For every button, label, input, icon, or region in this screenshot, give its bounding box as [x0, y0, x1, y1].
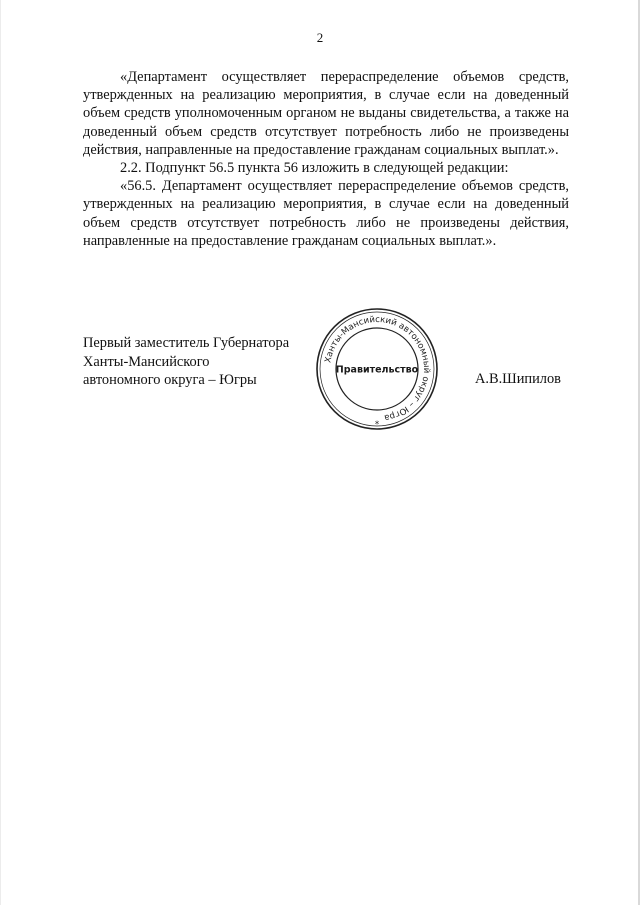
seal-star: *: [374, 420, 380, 430]
official-seal: [315, 307, 439, 431]
signatory-position-line: Ханты-Мансийского: [83, 353, 210, 370]
page-number: 2: [316, 30, 324, 45]
document-body: [83, 68, 569, 250]
signatory-position: [83, 334, 289, 390]
seal-graphic: [315, 307, 439, 431]
signatory-position-line: Первый заместитель Губернатора: [83, 335, 290, 351]
paragraph-2: 2.2. Подпункт 56.5 пункта 56 изложить в следующей редакции:: [120, 160, 509, 177]
paragraph-3: «56.5. Департамент осуществляет перераспределение объемов средств, утвержденных на реализацию мероприятия, в случае если на доведенный объем средств отсутствует потребность либо не произведены действия, направленные на предоставление гражданам социальных выплат.».: [83, 178, 569, 249]
seal-center-text: Правительство: [335, 364, 419, 376]
paragraph-1: «Департамент осуществляет перераспределение объемов средств, утвержденных на реализацию мероприятия, в случае если на доведенный объем средств уполномоченным органом не выданы свидетельства, а также на доведенный объем средств отсутствует потребность либо не произведены действия, направленные на предоставление гражданам социальных выплат.».: [83, 69, 569, 158]
scan-edge-left: [0, 0, 1, 905]
seal-ring-text: Ханты-Мансийский автономный округ – Югра: [323, 314, 432, 423]
signatory-name: А.В.Шипилов: [475, 371, 561, 387]
signatory-position-line: автономного округа – Югры: [83, 372, 257, 388]
